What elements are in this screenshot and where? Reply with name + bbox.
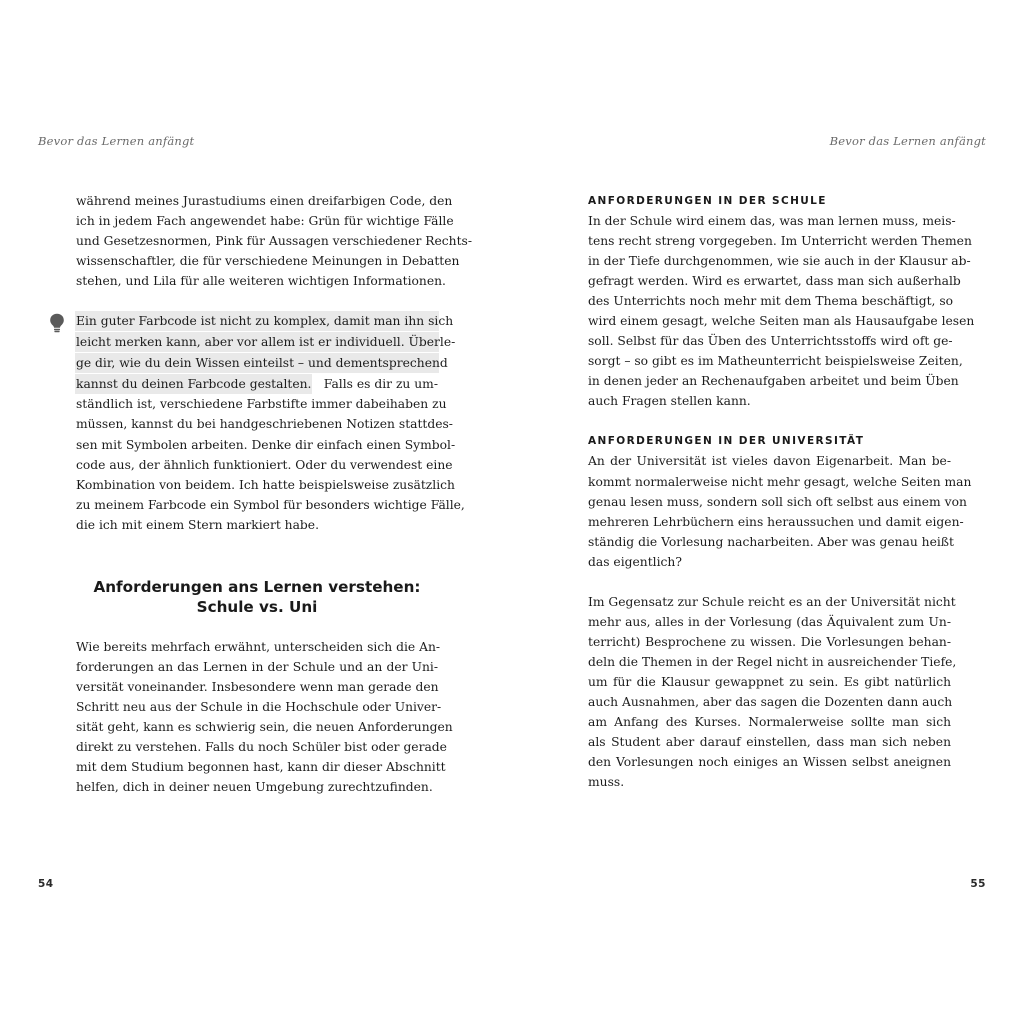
text-line: direkt zu verstehen. Falls du noch Schüler bist oder gerade xyxy=(76,739,447,754)
plain-text: Falls es dir zu um- xyxy=(319,377,438,392)
page-number-left: 54 xyxy=(38,878,54,890)
text-line: auch Ausnahmen, aber das sagen die Dozenten dann auch xyxy=(588,694,953,709)
text-line: Wie bereits mehrfach erwähnt, unterscheiden sich die An- xyxy=(76,639,441,654)
text-line: mehreren Lehrbüchern eins heraussuchen und damit eigen- xyxy=(588,514,964,529)
text-line: forderungen an das Lernen in der Schule und an der Uni- xyxy=(76,659,438,674)
text-line: code aus, der ähnlich funktioniert. Oder du verwendest eine xyxy=(76,457,453,472)
highlighted-line xyxy=(76,333,456,353)
lightbulb-icon xyxy=(49,313,65,333)
text-line: genau lesen muss, sondern soll sich oft selbst aus einem von xyxy=(588,494,967,509)
section-heading-line2: Schule vs. Uni xyxy=(196,597,318,616)
text-line: sorgt – so gibt es im Matheunterricht beispielsweise Zeiten, xyxy=(588,354,963,369)
subheading-school: ANFORDERUNGEN IN DER SCHULE xyxy=(588,195,827,207)
left-page-column xyxy=(76,191,472,797)
text-line: das eigentlich? xyxy=(588,554,682,569)
text-line: um für die Klausur gewappnet zu sein. Es gibt natürlich xyxy=(588,674,951,689)
text-line: in denen jeder an Rechenaufgaben arbeitet und beim Üben xyxy=(588,374,959,389)
text-line: den Vorlesungen noch einiges an Wissen selbst aneignen xyxy=(588,755,951,770)
text-line: In der Schule wird einem das, was man lernen muss, meis- xyxy=(588,214,956,228)
text-line: Schritt neu aus der Schule in die Hochschule oder Univer- xyxy=(76,699,442,714)
paragraph-requirements xyxy=(76,637,453,797)
text-line: helfen, dich in deiner neuen Umgebung zurechtzufinden. xyxy=(76,780,433,795)
highlight-text: kannst du deinen Farbcode gestalten. xyxy=(76,377,312,392)
running-head-left: Bevor das Lernen anfängt xyxy=(38,134,195,148)
text-line: mit dem Studium begonnen hast, kann dir dieser Abschnitt xyxy=(76,760,446,775)
text-line: Kombination von beidem. Ich hatte beispielsweise zusätzlich xyxy=(76,477,455,492)
text-line: deln die Themen in der Regel nicht in ausreichender Tiefe, xyxy=(588,654,957,669)
highlight-text: ge dir, wie du dein Wissen einteilst – und dementsprechend xyxy=(76,356,448,371)
text-line: soll. Selbst für das Üben des Unterrichtsstoffs wird oft ge- xyxy=(588,334,953,349)
text-line: die ich mit einem Stern markiert habe. xyxy=(76,517,319,532)
highlight-text: leicht merken kann, aber vor allem ist er individuell. Überle- xyxy=(76,335,456,350)
text-line: zu meinem Farbcode ein Symbol für besonders wichtige Fälle, xyxy=(76,497,465,512)
text-line: wissenschaftler, die für verschiedene Meinungen in Debatten xyxy=(76,254,460,269)
running-head-right: Bevor das Lernen anfängt xyxy=(829,134,986,148)
paragraph-color-code xyxy=(76,191,472,291)
paragraph-university xyxy=(588,451,972,571)
text-line: wird einem gesagt, welche Seiten man als Hausaufgabe lesen xyxy=(588,314,975,329)
subheading-university: ANFORDERUNGEN IN DER UNIVERSITÄT xyxy=(588,435,865,448)
text-line: während meines Jurastudiums einen dreifarbigen Code, den xyxy=(76,194,453,208)
text-line: gefragt werden. Wird es erwartet, dass man sich außerhalb xyxy=(588,274,961,289)
highlighted-line xyxy=(76,312,454,332)
text-line: ich in jedem Fach angewendet habe: Grün für wichtige Fälle xyxy=(76,214,454,229)
text-line: mehr aus, alles in der Vorlesung (das Äquivalent zum Un- xyxy=(588,614,951,629)
text-line: stehen, und Lila für alle weiteren wichtigen Informationen. xyxy=(76,274,446,289)
page-number-right: 55 xyxy=(970,878,986,890)
paragraph-contrast xyxy=(588,592,957,792)
text-line: Im Gegensatz zur Schule reicht es an der Universität nicht xyxy=(588,594,956,609)
text-line: auch Fragen stellen kann. xyxy=(588,394,751,409)
text-line: in der Tiefe durchgenommen, wie sie auch in der Klausur ab- xyxy=(588,254,971,269)
text-line: An der Universität ist vieles davon Eigenarbeit. Man be- xyxy=(588,454,951,469)
mixed-line xyxy=(76,374,438,394)
text-line: sität geht, kann es schwierig sein, die neuen Anforderungen xyxy=(76,719,453,734)
text-line: terricht) Besprochene zu wissen. Die Vorlesungen behan- xyxy=(588,634,951,649)
text-line: am Anfang des Kurses. Normalerweise sollte man sich xyxy=(588,715,951,730)
tip-paragraph xyxy=(76,312,465,535)
text-line: tens recht streng vorgegeben. Im Unterricht werden Themen xyxy=(588,234,972,249)
text-line: müssen, kannst du bei handgeschriebenen Notizen stattdes- xyxy=(76,417,453,432)
text-line: muss. xyxy=(588,775,625,790)
text-line: sen mit Symbolen arbeiten. Denke dir einfach einen Symbol- xyxy=(76,437,456,452)
text-line: versität voneinander. Insbesondere wenn man gerade den xyxy=(76,679,439,694)
text-line: des Unterrichts noch mehr mit dem Thema beschäftigt, so xyxy=(588,294,954,309)
right-page-column xyxy=(588,191,975,792)
section-heading xyxy=(76,577,438,617)
section-heading-line1: Anforderungen ans Lernen verstehen: xyxy=(93,577,421,596)
text-line: kommt normalerweise nicht mehr gesagt, welche Seiten man xyxy=(588,474,972,489)
highlight-text: Ein guter Farbcode ist nicht zu komplex, damit man ihn sich xyxy=(76,314,454,329)
text-line: als Student aber darauf einstellen, dass man sich neben xyxy=(588,735,951,750)
text-line: und Gesetzesnormen, Pink für Aussagen verschiedener Rechts- xyxy=(76,234,472,249)
highlighted-line xyxy=(76,354,448,374)
paragraph-school xyxy=(588,211,975,411)
text-line: ständig die Vorlesung nacharbeiten. Aber was genau heißt xyxy=(588,534,954,549)
text-line: ständlich ist, verschiedene Farbstifte immer dabeihaben zu xyxy=(76,397,447,412)
